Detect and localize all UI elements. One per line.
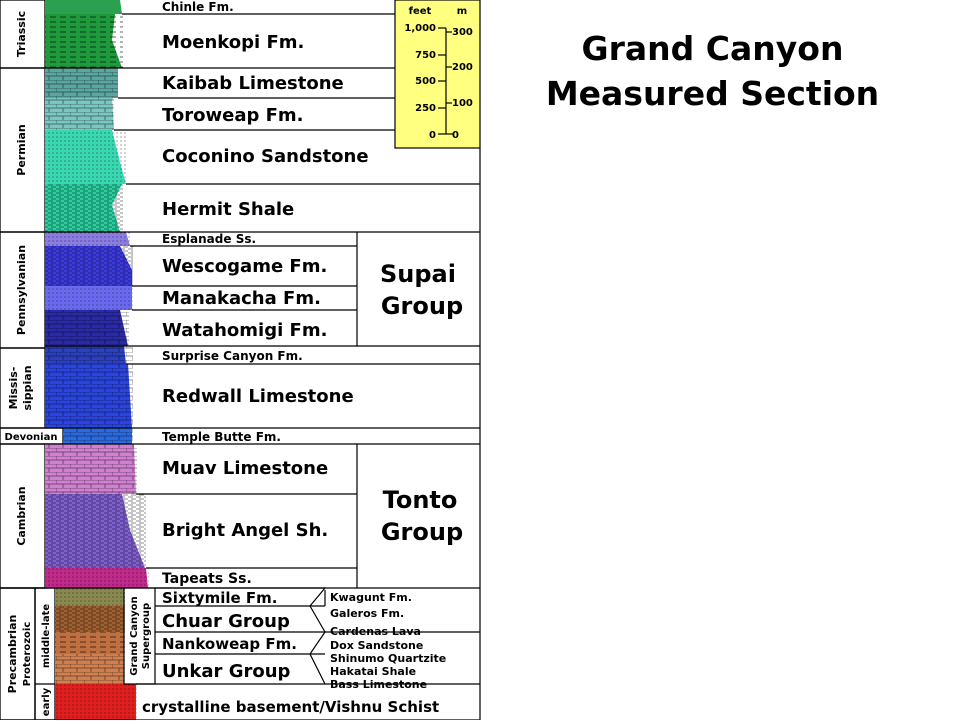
label-bass: Bass Limestone xyxy=(330,678,428,691)
label-dox: Dox Sandstone xyxy=(330,639,424,652)
period-mississippian-line1: Missis- xyxy=(7,366,20,410)
label-basement: crystalline basement/Vishnu Schist xyxy=(142,698,440,716)
title-line1: Grand Canyon xyxy=(581,29,844,68)
label-coconino: Coconino Sandstone xyxy=(162,146,369,167)
label-surprise-canyon: Surprise Canyon Fm. xyxy=(162,349,303,363)
label-tapeats: Tapeats Ss. xyxy=(162,571,252,587)
label-moenkopi: Moenkopi Fm. xyxy=(162,32,305,53)
scale-ft-0: 0 xyxy=(429,130,436,141)
scale-m-200: 200 xyxy=(452,62,473,73)
label-nankoweap: Nankoweap Fm. xyxy=(162,635,297,653)
label-tonto-group-line2: Group xyxy=(380,518,464,546)
scale-ft-750: 750 xyxy=(415,50,436,61)
label-gcs-line1: Grand Canyon xyxy=(129,596,140,676)
label-hermit: Hermit Shale xyxy=(162,199,295,220)
period-middle-late: middle-late xyxy=(41,603,52,669)
scale-m-300: 300 xyxy=(452,27,473,38)
period-early: early xyxy=(41,687,52,717)
label-esplanade: Esplanade Ss. xyxy=(162,232,257,246)
label-muav: Muav Limestone xyxy=(162,458,329,479)
label-watahomigi: Watahomigi Fm. xyxy=(162,320,328,341)
label-chuar: Chuar Group xyxy=(162,611,290,632)
label-tonto-group-line1: Tonto xyxy=(382,486,458,514)
period-pennsylvanian: Pennsylvanian xyxy=(15,244,28,336)
era-proterozoic: Proterozoic xyxy=(22,621,33,687)
title-line2: Measured Section xyxy=(545,74,880,113)
label-hakatai: Hakatai Shale xyxy=(330,665,417,678)
scale-bar xyxy=(395,0,480,148)
scale-ft-250: 250 xyxy=(415,103,436,114)
label-sixtymile: Sixtymile Fm. xyxy=(162,589,278,607)
label-kaibab: Kaibab Limestone xyxy=(162,73,344,94)
period-mississippian-line2: sippian xyxy=(21,365,34,411)
scale-m-label: m xyxy=(456,6,468,17)
label-temple-butte: Temple Butte Fm. xyxy=(162,430,281,444)
label-supai-group-line2: Group xyxy=(380,292,464,320)
scale-ft-1000: 1,000 xyxy=(404,23,436,34)
litho-chinle xyxy=(45,0,122,14)
label-cardenas: Cardenas Lava xyxy=(330,625,421,638)
scale-ft-500: 500 xyxy=(415,76,436,87)
period-triassic: Triassic xyxy=(15,10,28,58)
page-title xyxy=(520,26,905,116)
period-precambrian: Precambrian xyxy=(6,614,19,694)
label-toroweap: Toroweap Fm. xyxy=(162,105,304,126)
label-gcs-line2: Supergroup xyxy=(141,602,152,670)
label-shinumo: Shinumo Quartzite xyxy=(330,652,447,665)
label-kwagunt: Kwagunt Fm. xyxy=(330,591,412,604)
period-cambrian: Cambrian xyxy=(15,486,28,546)
scale-m-0: 0 xyxy=(452,130,459,141)
label-manakacha: Manakacha Fm. xyxy=(162,288,321,309)
scale-m-100: 100 xyxy=(452,98,473,109)
label-supai-group-line1: Supai xyxy=(380,260,456,288)
period-devonian: Devonian xyxy=(4,432,58,443)
period-permian: Permian xyxy=(15,124,28,176)
label-wescogame: Wescogame Fm. xyxy=(162,256,328,277)
label-bright-angel: Bright Angel Sh. xyxy=(162,520,329,541)
label-unkar: Unkar Group xyxy=(162,661,291,682)
scale-feet-label: feet xyxy=(408,6,432,17)
label-galeros: Galeros Fm. xyxy=(330,607,405,620)
label-chinle: Chinle Fm. xyxy=(162,0,234,14)
label-redwall: Redwall Limestone xyxy=(162,386,354,407)
